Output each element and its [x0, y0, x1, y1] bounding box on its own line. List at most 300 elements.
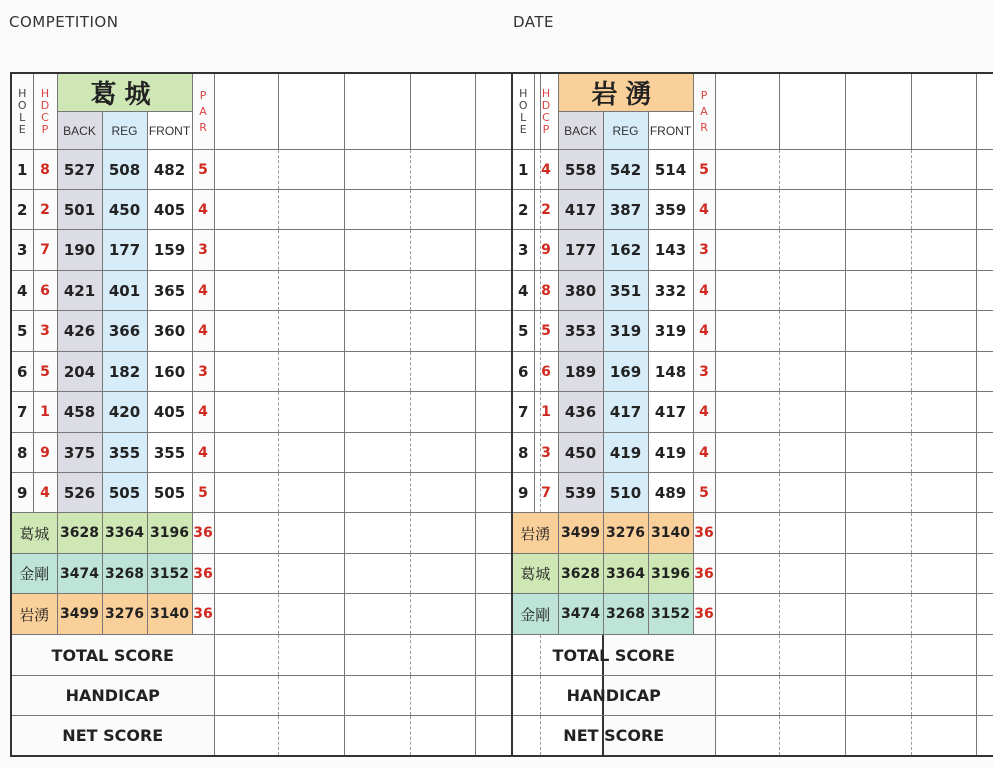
- hole-header: [512, 73, 534, 150]
- score-cell[interactable]: [911, 190, 976, 230]
- score-cell[interactable]: [344, 433, 410, 473]
- hole-number: 7: [11, 392, 33, 433]
- hdcp-header-letter: H: [541, 86, 551, 100]
- score-cell[interactable]: [344, 150, 410, 190]
- score-cell[interactable]: [715, 513, 779, 554]
- back-yardage: 527: [57, 150, 102, 190]
- hole-handicap: 7: [33, 230, 57, 271]
- score-cell[interactable]: [911, 513, 976, 554]
- score-cell[interactable]: [911, 433, 976, 473]
- hole-handicap: 1: [33, 392, 57, 433]
- front-yardage: 482: [147, 150, 192, 190]
- par-header-letter: R: [700, 120, 708, 134]
- front-yardage: 359: [648, 190, 693, 230]
- score-cell[interactable]: [344, 594, 410, 635]
- hole-row: [512, 271, 993, 311]
- net-score-label: NET SCORE: [512, 716, 715, 756]
- score-cell[interactable]: [845, 311, 911, 352]
- reg-yardage: 319: [603, 311, 648, 352]
- back-yardage: 204: [57, 352, 102, 392]
- score-cell[interactable]: [911, 311, 976, 352]
- score-cell[interactable]: [715, 271, 779, 311]
- player-name-cell[interactable]: [911, 73, 976, 150]
- hole-par: 5: [192, 473, 214, 513]
- score-cell[interactable]: [911, 554, 976, 594]
- score-cell[interactable]: [214, 513, 278, 554]
- score-cell[interactable]: [779, 635, 845, 676]
- course-total-par: 36: [192, 513, 214, 554]
- back-yardage: 501: [57, 190, 102, 230]
- score-cell[interactable]: [344, 392, 410, 433]
- hole-par: 5: [192, 150, 214, 190]
- course-total-back: 3474: [57, 554, 102, 594]
- hole-number: 8: [512, 433, 534, 473]
- hole-par: 4: [192, 271, 214, 311]
- score-cell[interactable]: [715, 716, 779, 756]
- score-cell[interactable]: [976, 635, 993, 676]
- score-cell[interactable]: [715, 311, 779, 352]
- course-total-row: [512, 513, 993, 554]
- player-name-cell[interactable]: [845, 73, 911, 150]
- score-cell[interactable]: [976, 150, 993, 190]
- score-cell[interactable]: [976, 230, 993, 271]
- par-header-letter: A: [700, 104, 708, 118]
- hole-header-letter: E: [18, 122, 26, 136]
- score-cell[interactable]: [779, 392, 845, 433]
- score-cell[interactable]: [278, 473, 344, 513]
- score-cell[interactable]: [845, 554, 911, 594]
- hole-handicap: 2: [33, 190, 57, 230]
- score-cell[interactable]: [715, 676, 779, 716]
- score-cell[interactable]: [214, 473, 278, 513]
- score-cell[interactable]: [278, 554, 344, 594]
- score-cell[interactable]: [410, 150, 475, 190]
- score-cell[interactable]: [410, 190, 475, 230]
- tee-reg-label: REG: [102, 112, 147, 150]
- score-cell[interactable]: [976, 594, 993, 635]
- front-yardage: 417: [648, 392, 693, 433]
- score-cell[interactable]: [779, 311, 845, 352]
- score-cell[interactable]: [410, 513, 475, 554]
- score-cell[interactable]: [410, 473, 475, 513]
- score-cell[interactable]: [845, 271, 911, 311]
- score-cell[interactable]: [410, 392, 475, 433]
- tee-back-label: BACK: [558, 112, 603, 150]
- scorecard-right: [511, 72, 993, 757]
- score-cell[interactable]: [344, 554, 410, 594]
- score-cell[interactable]: [976, 473, 993, 513]
- score-cell[interactable]: [845, 150, 911, 190]
- hole-header: [11, 73, 33, 150]
- hole-row: [512, 433, 993, 473]
- score-cell[interactable]: [214, 190, 278, 230]
- score-cell[interactable]: [410, 554, 475, 594]
- front-yardage: 489: [648, 473, 693, 513]
- score-cell[interactable]: [344, 473, 410, 513]
- front-yardage: 505: [147, 473, 192, 513]
- course-total-par: 36: [693, 554, 715, 594]
- score-cell[interactable]: [845, 352, 911, 392]
- score-cell[interactable]: [715, 150, 779, 190]
- hdcp-header-letter: P: [542, 122, 550, 136]
- score-cell[interactable]: [344, 513, 410, 554]
- score-cell[interactable]: [715, 473, 779, 513]
- reg-yardage: 182: [102, 352, 147, 392]
- course-total-name: 金剛: [512, 594, 558, 635]
- hole-handicap: 3: [33, 311, 57, 352]
- score-cell[interactable]: [278, 433, 344, 473]
- score-cell[interactable]: [779, 271, 845, 311]
- competition-label: COMPETITION: [9, 13, 119, 31]
- hole-row: [512, 473, 993, 513]
- score-cell[interactable]: [715, 635, 779, 676]
- course-total-name: 岩湧: [512, 513, 558, 554]
- hole-number: 5: [11, 311, 33, 352]
- score-cell[interactable]: [278, 190, 344, 230]
- score-cell[interactable]: [779, 433, 845, 473]
- score-cell[interactable]: [278, 635, 344, 676]
- back-yardage: 450: [558, 433, 603, 473]
- course-name: 葛城: [57, 73, 192, 112]
- score-cell[interactable]: [214, 230, 278, 271]
- score-cell[interactable]: [278, 513, 344, 554]
- score-cell[interactable]: [410, 676, 475, 716]
- score-cell[interactable]: [278, 150, 344, 190]
- score-cell[interactable]: [344, 230, 410, 271]
- score-cell[interactable]: [976, 352, 993, 392]
- front-yardage: 405: [147, 392, 192, 433]
- hole-row: [512, 190, 993, 230]
- hole-par: 4: [693, 433, 715, 473]
- score-cell[interactable]: [911, 271, 976, 311]
- reg-yardage: 542: [603, 150, 648, 190]
- hole-number: 9: [512, 473, 534, 513]
- hole-par: 3: [192, 352, 214, 392]
- hole-header-letter: L: [19, 110, 26, 124]
- reg-yardage: 505: [102, 473, 147, 513]
- hdcp-header: [33, 73, 57, 150]
- score-cell[interactable]: [214, 150, 278, 190]
- score-cell[interactable]: [410, 271, 475, 311]
- score-cell[interactable]: [214, 433, 278, 473]
- hole-number: 3: [512, 230, 534, 271]
- score-cell[interactable]: [214, 271, 278, 311]
- reg-yardage: 177: [102, 230, 147, 271]
- par-header: [192, 73, 214, 150]
- score-cell[interactable]: [410, 352, 475, 392]
- score-cell[interactable]: [344, 271, 410, 311]
- course-total-par: 36: [192, 554, 214, 594]
- back-yardage: 436: [558, 392, 603, 433]
- hole-handicap: 8: [534, 271, 558, 311]
- par-header-letter: A: [199, 104, 207, 118]
- course-total-name: 岩湧: [11, 594, 57, 635]
- player-name-cell[interactable]: [214, 73, 278, 150]
- score-cell[interactable]: [278, 271, 344, 311]
- hole-header-letter: L: [520, 110, 527, 124]
- score-cell[interactable]: [344, 311, 410, 352]
- back-yardage: 190: [57, 230, 102, 271]
- back-yardage: 177: [558, 230, 603, 271]
- course-total-par: 36: [693, 594, 715, 635]
- hdcp-header: [534, 73, 558, 150]
- score-cell[interactable]: [845, 392, 911, 433]
- back-yardage: 375: [57, 433, 102, 473]
- score-cell[interactable]: [715, 190, 779, 230]
- score-cell[interactable]: [779, 473, 845, 513]
- score-cell[interactable]: [344, 635, 410, 676]
- back-yardage: 189: [558, 352, 603, 392]
- score-cell[interactable]: [214, 352, 278, 392]
- back-yardage: 417: [558, 190, 603, 230]
- score-cell[interactable]: [845, 473, 911, 513]
- score-cell[interactable]: [344, 716, 410, 756]
- score-cell[interactable]: [779, 594, 845, 635]
- front-yardage: 365: [147, 271, 192, 311]
- handicap-label: HANDICAP: [11, 676, 214, 716]
- course-total-front: 3140: [147, 594, 192, 635]
- hole-row: [512, 392, 993, 433]
- score-cell[interactable]: [410, 635, 475, 676]
- hole-par: 5: [693, 150, 715, 190]
- score-cell[interactable]: [344, 352, 410, 392]
- course-total-name: 葛城: [11, 513, 57, 554]
- hole-handicap: 7: [534, 473, 558, 513]
- hole-header-letter: O: [518, 98, 528, 112]
- course-total-reg: 3364: [102, 513, 147, 554]
- score-cell[interactable]: [911, 716, 976, 756]
- score-cell[interactable]: [976, 716, 993, 756]
- hole-header-letter: H: [519, 86, 528, 100]
- hole-number: 2: [512, 190, 534, 230]
- hole-number: 6: [512, 352, 534, 392]
- score-cell[interactable]: [214, 594, 278, 635]
- hole-par: 4: [693, 190, 715, 230]
- reg-yardage: 355: [102, 433, 147, 473]
- score-cell[interactable]: [976, 554, 993, 594]
- score-cell[interactable]: [278, 311, 344, 352]
- hole-row: [512, 230, 993, 271]
- hole-header-letter: O: [17, 98, 27, 112]
- score-cell[interactable]: [845, 635, 911, 676]
- score-cell[interactable]: [911, 473, 976, 513]
- score-cell[interactable]: [845, 716, 911, 756]
- score-cell[interactable]: [214, 716, 278, 756]
- hole-par: 3: [693, 352, 715, 392]
- course-total-back: 3628: [57, 513, 102, 554]
- score-cell[interactable]: [278, 716, 344, 756]
- score-cell[interactable]: [845, 676, 911, 716]
- score-cell[interactable]: [976, 676, 993, 716]
- course-total-reg: 3276: [603, 513, 648, 554]
- back-yardage: 380: [558, 271, 603, 311]
- reg-yardage: 162: [603, 230, 648, 271]
- score-cell[interactable]: [278, 230, 344, 271]
- course-total-reg: 3276: [102, 594, 147, 635]
- hole-number: 9: [11, 473, 33, 513]
- score-cell[interactable]: [278, 392, 344, 433]
- hole-par: 4: [192, 433, 214, 473]
- reg-yardage: 169: [603, 352, 648, 392]
- hole-handicap: 8: [33, 150, 57, 190]
- score-cell[interactable]: [278, 676, 344, 716]
- score-cell[interactable]: [845, 190, 911, 230]
- score-cell[interactable]: [410, 230, 475, 271]
- score-cell[interactable]: [911, 635, 976, 676]
- score-cell[interactable]: [911, 230, 976, 271]
- score-cell[interactable]: [976, 513, 993, 554]
- player-name-cell[interactable]: [278, 73, 344, 150]
- score-cell[interactable]: [779, 716, 845, 756]
- back-yardage: 353: [558, 311, 603, 352]
- hole-handicap: 9: [33, 433, 57, 473]
- score-cell[interactable]: [410, 716, 475, 756]
- player-name-cell[interactable]: [344, 73, 410, 150]
- score-cell[interactable]: [214, 554, 278, 594]
- handicap-label: HANDICAP: [512, 676, 715, 716]
- score-cell[interactable]: [976, 392, 993, 433]
- score-cell[interactable]: [779, 352, 845, 392]
- player-name-cell[interactable]: [410, 73, 475, 150]
- tee-reg-label: REG: [603, 112, 648, 150]
- back-yardage: 458: [57, 392, 102, 433]
- score-cell[interactable]: [344, 190, 410, 230]
- reg-yardage: 401: [102, 271, 147, 311]
- net-score-label: NET SCORE: [11, 716, 214, 756]
- tee-front-label: FRONT: [147, 112, 192, 150]
- hole-number: 4: [11, 271, 33, 311]
- course-total-front: 3196: [147, 513, 192, 554]
- hole-handicap: 6: [33, 271, 57, 311]
- front-yardage: 360: [147, 311, 192, 352]
- course-total-row: [512, 594, 993, 635]
- hdcp-header-letter: C: [41, 110, 49, 124]
- score-cell[interactable]: [715, 554, 779, 594]
- hole-par: 4: [693, 392, 715, 433]
- score-cell[interactable]: [911, 150, 976, 190]
- score-cell[interactable]: [344, 676, 410, 716]
- front-yardage: 355: [147, 433, 192, 473]
- back-yardage: 539: [558, 473, 603, 513]
- score-cell[interactable]: [278, 594, 344, 635]
- score-cell[interactable]: [911, 594, 976, 635]
- back-yardage: 558: [558, 150, 603, 190]
- score-cell[interactable]: [779, 150, 845, 190]
- reg-yardage: 387: [603, 190, 648, 230]
- front-yardage: 148: [648, 352, 693, 392]
- hole-par: 4: [192, 311, 214, 352]
- score-cell[interactable]: [410, 433, 475, 473]
- score-cell[interactable]: [715, 230, 779, 271]
- total-score-label: TOTAL SCORE: [512, 635, 715, 676]
- tee-front-label: FRONT: [648, 112, 693, 150]
- score-cell[interactable]: [976, 190, 993, 230]
- score-cell[interactable]: [911, 392, 976, 433]
- score-cell[interactable]: [779, 513, 845, 554]
- player-name-cell[interactable]: [715, 73, 779, 150]
- hole-handicap: 2: [534, 190, 558, 230]
- score-cell[interactable]: [976, 271, 993, 311]
- score-cell[interactable]: [845, 433, 911, 473]
- hole-par: 4: [693, 271, 715, 311]
- course-total-name: 金剛: [11, 554, 57, 594]
- score-cell[interactable]: [214, 392, 278, 433]
- course-total-par: 36: [192, 594, 214, 635]
- player-name-cell[interactable]: [976, 73, 993, 150]
- hole-number: 7: [512, 392, 534, 433]
- score-cell[interactable]: [845, 513, 911, 554]
- reg-yardage: 508: [102, 150, 147, 190]
- tee-back-label: BACK: [57, 112, 102, 150]
- hdcp-header-letter: C: [542, 110, 550, 124]
- hole-handicap: 3: [534, 433, 558, 473]
- score-cell[interactable]: [278, 352, 344, 392]
- par-header-letter: P: [199, 88, 207, 102]
- score-cell[interactable]: [410, 311, 475, 352]
- hole-handicap: 5: [534, 311, 558, 352]
- header-row: [512, 73, 993, 112]
- par-header-letter: P: [700, 88, 708, 102]
- score-cell[interactable]: [911, 352, 976, 392]
- score-cell[interactable]: [779, 230, 845, 271]
- score-cell[interactable]: [845, 230, 911, 271]
- date-label: DATE: [513, 13, 555, 31]
- front-yardage: 332: [648, 271, 693, 311]
- hole-handicap: 9: [534, 230, 558, 271]
- score-cell[interactable]: [214, 676, 278, 716]
- reg-yardage: 450: [102, 190, 147, 230]
- score-cell[interactable]: [976, 433, 993, 473]
- score-cell[interactable]: [214, 311, 278, 352]
- hole-par: 3: [192, 230, 214, 271]
- front-yardage: 160: [147, 352, 192, 392]
- hole-number: 1: [512, 150, 534, 190]
- score-row: [512, 635, 993, 676]
- reg-yardage: 419: [603, 433, 648, 473]
- hole-header-letter: H: [18, 86, 27, 100]
- course-total-reg: 3268: [102, 554, 147, 594]
- reg-yardage: 417: [603, 392, 648, 433]
- course-total-front: 3196: [648, 554, 693, 594]
- score-cell[interactable]: [715, 433, 779, 473]
- course-total-back: 3499: [57, 594, 102, 635]
- score-cell[interactable]: [214, 635, 278, 676]
- score-cell[interactable]: [779, 190, 845, 230]
- score-cell[interactable]: [715, 392, 779, 433]
- course-total-row: [512, 554, 993, 594]
- score-cell[interactable]: [976, 311, 993, 352]
- score-cell[interactable]: [410, 594, 475, 635]
- front-yardage: 419: [648, 433, 693, 473]
- player-name-cell[interactable]: [779, 73, 845, 150]
- score-cell[interactable]: [779, 676, 845, 716]
- score-cell[interactable]: [845, 594, 911, 635]
- score-cell[interactable]: [779, 554, 845, 594]
- hole-number: 2: [11, 190, 33, 230]
- course-total-front: 3152: [147, 554, 192, 594]
- score-cell[interactable]: [715, 594, 779, 635]
- score-cell[interactable]: [911, 676, 976, 716]
- hole-row: [512, 311, 993, 352]
- hole-row: [512, 150, 993, 190]
- front-yardage: 143: [648, 230, 693, 271]
- hdcp-header-letter: D: [40, 98, 50, 112]
- hole-number: 4: [512, 271, 534, 311]
- par-header: [693, 73, 715, 150]
- back-yardage: 426: [57, 311, 102, 352]
- course-total-reg: 3268: [603, 594, 648, 635]
- score-cell[interactable]: [715, 352, 779, 392]
